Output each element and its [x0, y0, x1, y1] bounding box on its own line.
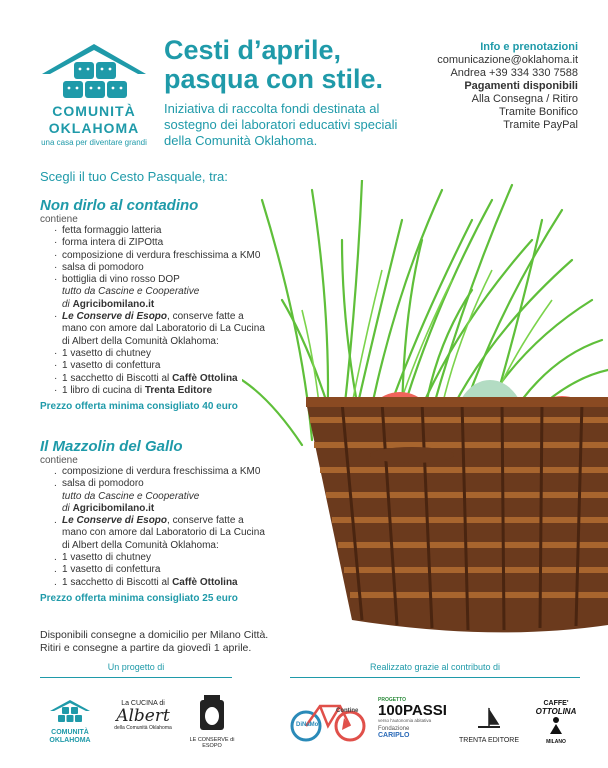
source-note: tutto da Cascine e Cooperative: [62, 490, 200, 502]
title-line1: Cesti d’aprile,: [164, 35, 342, 65]
albert-name: Albert: [116, 706, 170, 726]
easter-basket-photo: [242, 180, 608, 640]
basket-il-mazzolin-del-gallo: [40, 438, 270, 604]
basket-contains-label: contiene: [40, 455, 78, 466]
passi-name: 100PASSI: [378, 702, 447, 719]
price-note: Prezzo offerta minima consigliato 25 euro: [40, 592, 238, 604]
list-item: . salsa di pomodoro: [54, 478, 144, 490]
progetto-100-passi-logo: [378, 697, 447, 739]
ottolina-top: CAFFE': [543, 700, 569, 707]
list-item: · bottiglia di vino rosso DOP: [54, 274, 180, 286]
basket-non-dirlo-al-contadino: [40, 197, 270, 412]
divider: [40, 677, 232, 678]
project-by-label: Un progetto di: [107, 662, 165, 672]
albert-top: La CUCINA di: [121, 700, 165, 707]
list-item: · 1 libro di cucina di Trenta Editore: [54, 384, 213, 396]
source-site: di Agricibomilano.it: [62, 298, 155, 310]
list-item: . composizione di verdura freschissima a KM0: [54, 466, 261, 477]
list-item: · forma intera di ZIPOtta: [54, 237, 164, 249]
ottolina-name: OTTOLINA: [535, 707, 577, 716]
list-item: · 1 sacchetto di Biscotti al Caffè Ottolina: [54, 372, 238, 384]
delivery-line: Disponibili consegne a domicilio per Milano Città.: [40, 629, 269, 641]
albert-sub: della Comunità Oklahoma: [114, 725, 172, 731]
price-note: Prezzo offerta minima consigliato 40 euro: [40, 401, 238, 413]
payments-heading: Pagamenti disponibili: [464, 80, 578, 92]
basket-name: Il Mazzolin del Gallo: [40, 438, 183, 455]
boat-icon: [474, 706, 504, 732]
info-phone[interactable]: Andrea +39 334 330 7588: [450, 67, 578, 79]
delivery-note: [40, 629, 268, 655]
basket-name: Non dirlo al contadino: [40, 197, 199, 214]
basket-contains-label: contiene: [40, 214, 78, 225]
basket-items-list: [40, 225, 270, 397]
trenta-label: TRENTA EDITORE: [458, 737, 520, 744]
payment-method: Tramite PayPal: [503, 119, 578, 131]
page-title: [164, 36, 383, 94]
passi-prog: PROGETTO: [378, 697, 406, 703]
basket-items-list: [40, 466, 270, 589]
delivery-line: Ritiri e consegne a partire da giovedì 1 aprile.: [40, 642, 252, 654]
list-item: . Le Conserve di Esopo, conserve fatte a mano con amore dal Laboratorio di La Cucina di Albert della Comunità Oklahoma:: [54, 515, 265, 551]
figure-icon: [545, 716, 567, 734]
comunita-oklahoma-logo: [36, 40, 152, 147]
comunita-oklahoma-small-logo: [40, 698, 100, 745]
info-heading: Info e prenotazioni: [480, 41, 578, 53]
logo-tagline: una casa per diventare grandi: [41, 138, 147, 147]
dinamo-contine-logo: [288, 696, 372, 746]
logo-name-line2: OKLAHOMA: [48, 120, 140, 136]
source-site: di Agricibomilano.it: [62, 502, 155, 514]
bicycle-icon: [288, 696, 372, 746]
info-email[interactable]: comunicazione@oklahoma.it: [437, 54, 578, 66]
fondazione-label: Fondazione: [378, 726, 410, 732]
intro-text: Iniziativa di raccolta fondi destinata al sostegno dei laboratori educativi speciali della Comunità Oklahoma.: [164, 101, 398, 148]
la-cucina-di-albert-logo: [108, 700, 178, 731]
caffe-ottolina-logo: [532, 700, 580, 745]
sponsors-label: Realizzato grazie al contributo di: [369, 662, 501, 672]
contine-label: Contine: [336, 708, 359, 714]
list-item: · 1 vasetto di chutney: [54, 347, 151, 359]
info-block: [437, 41, 578, 132]
choose-heading: Scegli il tuo Cesto Pasquale, tra:: [40, 169, 228, 184]
logo-name-line1: COMUNITÀ: [52, 103, 136, 119]
le-conserve-di-esopo-logo: [188, 694, 236, 749]
source-note: tutto da Cascine e Cooperative: [62, 286, 200, 298]
payment-method: Alla Consegna / Ritiro: [471, 93, 578, 105]
divider: [290, 677, 580, 678]
list-item: . 1 vasetto di chutney: [54, 552, 151, 564]
passi-sub: verso l'autonomia abitativa: [378, 718, 432, 723]
list-item: . 1 sacchetto di Biscotti al Caffè Ottolina: [54, 576, 238, 588]
house-logo-icon: [48, 698, 92, 724]
esopo-label: LE CONSERVE di ESOPO: [189, 737, 235, 749]
list-item: · 1 vasetto di confettura: [54, 360, 161, 372]
house-logo-icon: [36, 40, 152, 102]
payment-method: Tramite Bonifico: [498, 106, 578, 118]
list-item: · salsa di pomodoro: [54, 261, 144, 273]
dinamo-label: DiNaMo: [296, 722, 319, 728]
ottolina-city: MILANO: [546, 739, 566, 745]
small-logo-name: COMUNITÀ: [51, 729, 89, 736]
title-line2: pasqua con stile.: [164, 64, 384, 94]
small-logo-name: OKLAHOMA: [49, 737, 91, 744]
trenta-editore-logo: [452, 706, 526, 744]
list-item: · Le Conserve di Esopo, conserve fatte a mano con amore dal Laboratorio di La Cucina di Albert della Comunità Oklahoma:: [54, 311, 265, 347]
list-item: · fetta formaggio latteria: [54, 225, 162, 236]
cariplo-label: CARIPLO: [378, 732, 410, 739]
list-item: · composizione di verdura freschissima a KM0: [54, 249, 261, 261]
jar-icon: [196, 694, 228, 732]
list-item: . 1 vasetto di confettura: [54, 564, 161, 576]
